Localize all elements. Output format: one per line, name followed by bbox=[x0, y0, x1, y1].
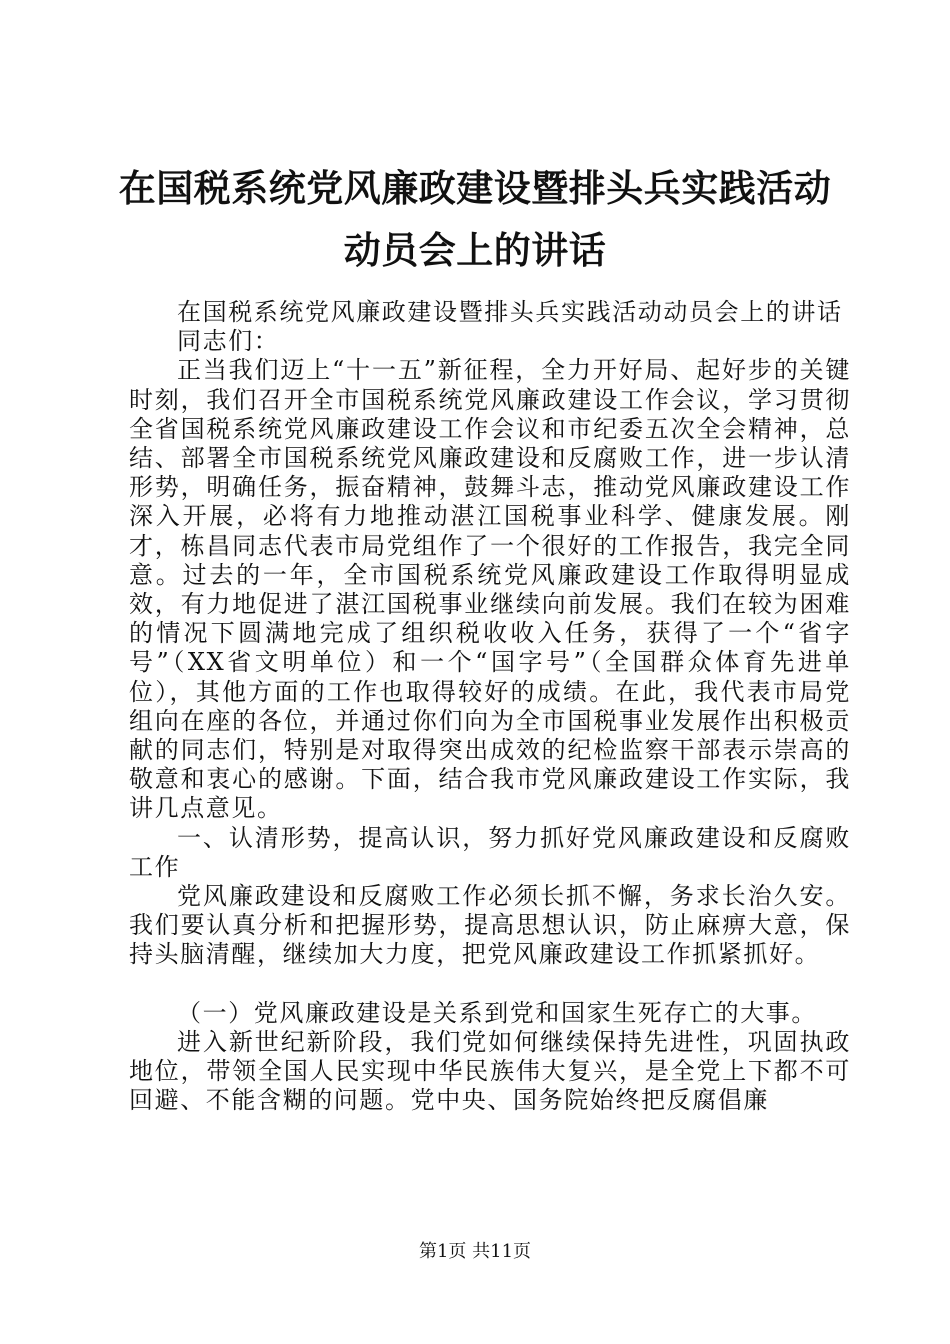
paragraph-section-1: 党风廉政建设和反腐败工作必须长抓不懈，务求长治久安。我们要认真分析和把握形势，提高思想认识，防止麻痹大意，保持头脑清醒，继续加大力度，把党风廉政建设工作抓紧抓好。 bbox=[129, 882, 851, 969]
page-footer: 第1页 共11页 bbox=[418, 1241, 532, 1262]
paragraph-subject: 在国税系统党风廉政建设暨排头兵实践活动动员会上的讲话 bbox=[177, 298, 843, 326]
paragraph-intro: 正当我们迈上“十一五”新征程，全力开好局、起好步的关键时刻，我们召开全市国税系统党风廉政建设工作会议，学习贯彻全省国税系统党风廉政建设工作会议和市纪委五次全会精神，总结、部署全市国税系统党风廉政建设和反腐败工作，进一步认清形势，明确任务，振奋精神，鼓舞斗志，推动党风廉政建设工作深入开展，必将有力地推动湛江国税事业科学、健康发展。刚才，栋昌同志代表市局党组作了一个很好的工作报告，我完全同意。过去的一年，全市国税系统党风廉政建设工作取得明显成效，有力地促进了湛江国税事业继续向前发展。我们在较为困难的情况下圆满地完成了组织税收收入任务，获得了一个“省字号”（XX省文明单位）和一个“国字号”（全国群众体育先进单位），其他方面的工作也取得较好的成绩。在此，我代表市局党组向在座的各位，并通过你们向为全市国税事业发展作出积极贡献的同志们，特别是对取得突出成效的纪检监察干部表示崇高的敬意和衷心的感谢。下面，结合我市党风廉政建设工作实际，我讲几点意见。 bbox=[129, 356, 851, 823]
section-heading-1: 一、认清形势，提高认识，努力抓好党风廉政建设和反腐败工作 bbox=[129, 823, 851, 881]
subsection-heading-1: （一）党风廉政建设是关系到党和国家生死存亡的大事。 bbox=[177, 998, 817, 1027]
document-body bbox=[129, 298, 851, 1115]
document-title: 在国税系统党风廉政建设暨排头兵实践活动动员会上的讲话 bbox=[118, 167, 832, 272]
paragraph-salutation: 同志们： bbox=[177, 327, 280, 356]
paragraph-subsection-1: 进入新世纪新阶段，我们党如何继续保持先进性，巩固执政地位，带领全国人民实现中华民族伟大复兴，是全党上下都不可回避、不能含糊的问题。党中央、国务院始终把反腐倡廉 bbox=[129, 1027, 851, 1115]
